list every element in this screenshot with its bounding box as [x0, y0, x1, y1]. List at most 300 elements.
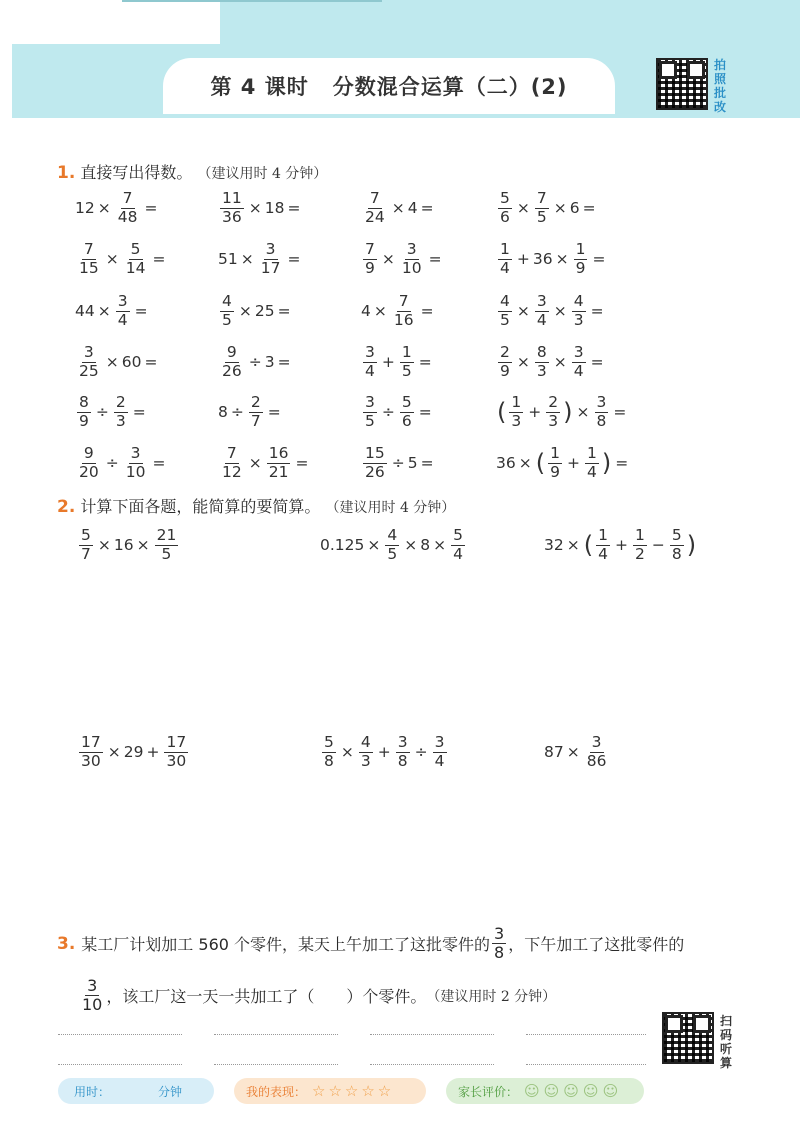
exercise-2-1 — [75, 237, 168, 281]
question-3-text-a: 某工厂计划加工 560 个零件，某天上午加工了这批零件的 — [81, 935, 491, 955]
smiley-rating-icon[interactable]: ☺☺☺☺☺ — [524, 1082, 623, 1100]
numerator: 7 — [122, 188, 133, 207]
times-sign: × — [516, 302, 530, 320]
exercise-1-4 — [496, 186, 599, 230]
fraction — [548, 443, 562, 481]
numerator: 1 — [575, 239, 586, 258]
equals-sign: = — [420, 199, 434, 217]
answer-line[interactable] — [526, 1064, 646, 1065]
answer-line[interactable] — [214, 1064, 338, 1065]
equals-sign: = — [592, 250, 606, 268]
numerator: 1 — [401, 342, 412, 361]
numerator: 4 — [500, 291, 510, 310]
times-sign: × — [367, 536, 381, 554]
times-sign: × — [97, 199, 111, 217]
denominator: 6 — [401, 411, 412, 430]
times-sign: × — [97, 302, 111, 320]
denominator: 86 — [586, 751, 607, 770]
fraction — [498, 342, 512, 380]
exercise-1-2 — [218, 186, 303, 230]
fraction — [155, 525, 179, 563]
numerator: 8 — [79, 392, 89, 411]
number: 32 — [544, 536, 564, 554]
numerator: 2 — [500, 342, 510, 361]
times-sign: × — [516, 199, 530, 217]
lesson-title — [163, 58, 615, 114]
fraction — [498, 188, 512, 226]
exercise-2-4 — [496, 237, 608, 281]
calc-problem-2-2 — [320, 730, 449, 774]
equals-sign: = — [134, 302, 148, 320]
numerator: 2 — [115, 392, 126, 411]
numerator: 1 — [586, 443, 597, 462]
number: 5 — [407, 454, 418, 472]
denominator: 4 — [500, 258, 510, 277]
time-spent-label: 用时： — [74, 1084, 111, 1099]
number: 16 — [113, 536, 134, 554]
header-tab-cutout — [12, 0, 220, 44]
fraction — [433, 732, 447, 770]
answer-line[interactable] — [526, 1034, 646, 1035]
fraction — [359, 732, 373, 770]
star-rating-icon[interactable]: ☆☆☆☆☆ — [312, 1082, 395, 1100]
denominator: 2 — [634, 544, 645, 563]
number: 25 — [254, 302, 275, 320]
fraction — [535, 342, 549, 380]
fraction — [116, 291, 130, 329]
numerator: 3 — [265, 239, 276, 258]
equals-sign: = — [590, 353, 604, 371]
times-sign: × — [97, 536, 111, 554]
exercise-5-2 — [218, 390, 284, 434]
fraction — [363, 239, 377, 277]
exercise-6-4 — [496, 441, 631, 485]
numerator: 17 — [81, 732, 101, 751]
question-2-hint: （建议用时 4 分钟） — [325, 500, 456, 516]
numerator: 21 — [156, 525, 177, 544]
numerator: 5 — [453, 525, 463, 544]
times-sign: × — [553, 199, 567, 217]
minus-sign: − — [651, 536, 665, 554]
exercise-1-3 — [361, 186, 437, 230]
left-paren-sign: ( — [497, 398, 507, 426]
fraction — [596, 525, 610, 563]
fraction — [595, 392, 609, 430]
numerator: 4 — [387, 525, 398, 544]
equals-sign: = — [277, 353, 291, 371]
fraction — [249, 392, 263, 430]
numerator: 1 — [598, 525, 608, 544]
numerator: 1 — [550, 443, 560, 462]
denominator: 4 — [573, 361, 584, 380]
exercise-2-2 — [218, 237, 303, 281]
exercise-2-3 — [361, 237, 445, 281]
denominator: 5 — [161, 544, 172, 563]
fraction — [400, 239, 424, 277]
fraction — [77, 239, 101, 277]
answer-line[interactable] — [58, 1034, 182, 1035]
header-top-line — [122, 0, 382, 2]
fraction — [572, 342, 586, 380]
times-sign: × — [553, 353, 567, 371]
scan-grade-label[interactable]: 拍照批改 — [714, 58, 727, 114]
times-sign: × — [404, 536, 418, 554]
question-3-text-b: ，下午加工了这批零件的 — [508, 935, 685, 955]
fraction — [385, 525, 399, 563]
times-sign: × — [240, 250, 254, 268]
fraction — [670, 525, 684, 563]
fraction — [574, 239, 588, 277]
numerator: 7 — [398, 291, 409, 310]
times-sign: × — [105, 250, 119, 268]
numerator: 1 — [500, 239, 510, 258]
equals-sign: = — [613, 403, 627, 421]
denominator: 3 — [360, 751, 371, 770]
fraction — [220, 443, 244, 481]
left-paren-sign: ( — [535, 449, 546, 477]
times-sign: × — [518, 454, 532, 472]
equals-sign: = — [277, 302, 291, 320]
numerator: 3 — [596, 392, 607, 411]
equals-sign: = — [418, 353, 432, 371]
numerator: 3 — [397, 732, 408, 751]
numerator: 3 — [536, 291, 547, 310]
fraction — [498, 239, 512, 277]
exercise-4-4 — [496, 340, 607, 384]
times-sign: × — [433, 536, 447, 554]
equals-sign: = — [144, 199, 158, 217]
calc-problem-2-1 — [77, 730, 190, 774]
denominator: 3 — [536, 361, 547, 380]
fraction — [546, 392, 560, 430]
denominator: 5 — [536, 207, 547, 226]
times-sign: × — [516, 353, 530, 371]
calc-problem-1-1 — [77, 523, 180, 567]
equals-sign: = — [152, 454, 166, 472]
numerator: 5 — [500, 188, 510, 207]
fraction — [633, 525, 647, 563]
denominator: 5 — [387, 544, 398, 563]
numerator: 3 — [117, 291, 128, 310]
number: 51 — [218, 250, 238, 268]
equals-sign: = — [420, 302, 434, 320]
number: 12 — [75, 199, 95, 217]
plus-sign: + — [528, 403, 542, 421]
times-sign: × — [238, 302, 252, 320]
question-3-number: 3. — [57, 933, 76, 954]
exercise-5-3 — [361, 390, 435, 434]
denominator: 9 — [575, 258, 586, 277]
times-sign: × — [553, 302, 567, 320]
equals-sign: = — [615, 454, 629, 472]
equals-sign: = — [287, 199, 301, 217]
equals-sign: = — [428, 250, 442, 268]
fraction — [535, 188, 549, 226]
numerator: 3 — [591, 732, 602, 751]
denominator: 6 — [500, 207, 510, 226]
exercise-3-3 — [361, 289, 437, 333]
question-3-hint: （建议用时 2 分钟） — [426, 988, 557, 1005]
numerator: 8 — [536, 342, 547, 361]
number: 36 — [532, 250, 553, 268]
denominator: 21 — [268, 462, 289, 481]
equals-sign: = — [590, 302, 604, 320]
numerator: 3 — [434, 732, 445, 751]
denominator: 5 — [500, 310, 510, 329]
fraction — [77, 443, 101, 481]
denominator: 3 — [115, 411, 126, 430]
numerator: 7 — [365, 239, 375, 258]
question-1-number: 1. — [57, 163, 76, 183]
question-2-number: 2. — [57, 497, 76, 517]
divide-sign: ÷ — [381, 403, 395, 421]
number: 18 — [264, 199, 285, 217]
scan-listen-label[interactable]: 扫码听算 — [720, 1014, 733, 1070]
times-sign: × — [248, 454, 262, 472]
equals-sign: = — [287, 250, 301, 268]
times-sign: × — [248, 199, 262, 217]
number: 87 — [544, 743, 564, 761]
number: 36 — [496, 454, 516, 472]
denominator: 8 — [324, 751, 334, 770]
exercise-4-2 — [218, 340, 294, 384]
equals-sign: = — [582, 199, 596, 217]
exercise-5-4 — [496, 390, 629, 434]
numerator: 3 — [83, 342, 94, 361]
parent-evaluation-label: 家长评价： — [458, 1084, 519, 1099]
exercise-1-1 — [75, 186, 160, 230]
denominator: 7 — [250, 411, 261, 430]
denominator: 17 — [260, 258, 281, 277]
number: 44 — [75, 302, 95, 320]
exercise-4-3 — [361, 340, 435, 384]
fraction — [220, 342, 244, 380]
fraction — [400, 392, 414, 430]
numerator: 4 — [222, 291, 232, 310]
divide-sign: ÷ — [414, 743, 428, 761]
numerator: 7 — [226, 443, 237, 462]
question-1-heading — [57, 160, 327, 183]
fraction — [572, 291, 586, 329]
lesson-topic: 分数混合运算（二）(2) — [332, 75, 568, 99]
denominator: 9 — [500, 361, 510, 380]
answer-line[interactable] — [370, 1064, 494, 1065]
fraction — [509, 392, 523, 430]
denominator: 16 — [393, 310, 414, 329]
question-1-hint: （建议用时 4 分钟） — [197, 166, 328, 182]
numerator: 1 — [634, 525, 645, 544]
times-sign: × — [566, 536, 580, 554]
denominator: 3 — [548, 411, 559, 430]
question-2-heading — [57, 494, 455, 517]
numerator: 5 — [401, 392, 412, 411]
times-sign: × — [340, 743, 354, 761]
numerator: 5 — [130, 239, 141, 258]
numerator: 16 — [268, 443, 289, 462]
denominator: 26 — [222, 361, 242, 380]
denominator: 4 — [598, 544, 608, 563]
fraction — [400, 342, 414, 380]
denominator: 8 — [596, 411, 607, 430]
denominator: 4 — [117, 310, 128, 329]
exercise-4-1 — [75, 340, 160, 384]
fraction — [114, 392, 128, 430]
question-3-fraction-b: 3 10 — [82, 976, 103, 1015]
qr-code-icon[interactable] — [662, 1012, 714, 1064]
denominator: 9 — [79, 411, 89, 430]
denominator: 25 — [79, 361, 99, 380]
denominator: 3 — [573, 310, 584, 329]
denominator: 4 — [453, 544, 463, 563]
denominator: 14 — [125, 258, 146, 277]
fraction — [363, 443, 387, 481]
exercise-6-1 — [75, 441, 168, 485]
number: 8 — [420, 536, 431, 554]
number: 4 — [361, 302, 371, 320]
fraction — [124, 239, 148, 277]
time-spent-box — [58, 1078, 214, 1104]
times-sign: × — [105, 353, 119, 371]
fraction — [322, 732, 336, 770]
equals-sign: = — [418, 403, 432, 421]
question-3-line-2 — [78, 978, 556, 1014]
fraction — [535, 291, 549, 329]
number: 3 — [264, 353, 275, 371]
fraction — [220, 291, 234, 329]
numerator: 17 — [166, 732, 187, 751]
exercise-6-3 — [361, 441, 437, 485]
plus-sign: + — [381, 353, 395, 371]
answer-line[interactable] — [370, 1034, 494, 1035]
denominator: 24 — [365, 207, 385, 226]
qr-code-icon[interactable] — [656, 58, 708, 110]
answer-line[interactable] — [58, 1064, 182, 1065]
question-3-fraction-a: 3 8 — [494, 924, 505, 963]
denominator: 15 — [79, 258, 99, 277]
denominator: 36 — [222, 207, 242, 226]
question-3-text-c: ，该工厂这一天一共加工了（ ）个零件。 — [106, 987, 427, 1007]
calc-problem-1-2 — [320, 523, 467, 567]
denominator: 48 — [117, 207, 138, 226]
denominator: 30 — [166, 751, 187, 770]
equals-sign: = — [144, 353, 158, 371]
lesson-number: 第 4 课时 — [210, 75, 309, 99]
denominator: 5 — [365, 411, 375, 430]
plus-sign: + — [377, 743, 391, 761]
fraction — [498, 291, 512, 329]
times-sign: × — [566, 743, 580, 761]
right-paren-sign: ) — [686, 531, 697, 559]
right-paren-sign: ) — [563, 398, 573, 426]
denominator: 20 — [79, 462, 99, 481]
fraction — [77, 392, 91, 430]
denominator: 7 — [81, 544, 91, 563]
numerator: 4 — [360, 732, 371, 751]
equals-sign: = — [295, 454, 309, 472]
fraction — [267, 443, 291, 481]
fraction — [116, 188, 140, 226]
denominator: 10 — [125, 462, 146, 481]
numerator: 2 — [250, 392, 261, 411]
times-sign: × — [576, 403, 590, 421]
numerator: 3 — [406, 239, 417, 258]
times-sign: × — [373, 302, 387, 320]
numerator: 7 — [369, 188, 380, 207]
fraction — [396, 732, 410, 770]
exercise-3-2 — [218, 289, 294, 333]
equals-sign: = — [420, 454, 434, 472]
denominator: 10 — [401, 258, 422, 277]
plus-sign: + — [614, 536, 628, 554]
divide-sign: ÷ — [230, 403, 244, 421]
numerator: 1 — [511, 392, 522, 411]
denominator: 8 — [671, 544, 682, 563]
denominator: 4 — [365, 361, 375, 380]
denominator: 26 — [365, 462, 385, 481]
fraction — [79, 732, 103, 770]
numerator: 9 — [226, 342, 237, 361]
plus-sign: + — [516, 250, 530, 268]
divide-sign: ÷ — [105, 454, 119, 472]
numerator: 5 — [324, 732, 334, 751]
numerator: 4 — [573, 291, 584, 310]
divide-sign: ÷ — [391, 454, 405, 472]
numerator: 7 — [536, 188, 547, 207]
number: 8 — [218, 403, 228, 421]
fraction — [363, 392, 377, 430]
numerator: 11 — [222, 188, 242, 207]
exercise-3-1 — [75, 289, 151, 333]
denominator: 30 — [81, 751, 101, 770]
exercise-6-2 — [218, 441, 311, 485]
denominator: 9 — [365, 258, 375, 277]
equals-sign: = — [267, 403, 281, 421]
fraction — [585, 443, 599, 481]
answer-line[interactable] — [214, 1034, 338, 1035]
fraction — [451, 525, 465, 563]
numerator: 3 — [365, 342, 375, 361]
number: 0.125 — [320, 536, 365, 554]
fraction — [363, 188, 387, 226]
denominator: 5 — [401, 361, 412, 380]
fraction — [259, 239, 283, 277]
denominator: 4 — [536, 310, 547, 329]
number: 4 — [407, 199, 418, 217]
denominator: 3 — [511, 411, 522, 430]
equals-sign: = — [152, 250, 166, 268]
denominator: 4 — [434, 751, 445, 770]
parent-evaluation-box — [446, 1078, 644, 1104]
my-performance-box — [234, 1078, 426, 1104]
numerator: 9 — [83, 443, 94, 462]
fraction — [585, 732, 609, 770]
plus-sign: + — [146, 743, 160, 761]
numerator: 3 — [573, 342, 584, 361]
numerator: 3 — [365, 392, 375, 411]
divide-sign: ÷ — [248, 353, 262, 371]
denominator: 4 — [586, 462, 597, 481]
fraction — [363, 342, 377, 380]
question-1-text: 直接写出得数。 — [80, 163, 193, 182]
number: 60 — [121, 353, 142, 371]
fraction — [124, 443, 148, 481]
denominator: 9 — [550, 462, 560, 481]
numerator: 7 — [83, 239, 94, 258]
left-paren-sign: ( — [583, 531, 594, 559]
times-sign: × — [381, 250, 395, 268]
fraction — [79, 525, 93, 563]
numerator: 3 — [130, 443, 141, 462]
